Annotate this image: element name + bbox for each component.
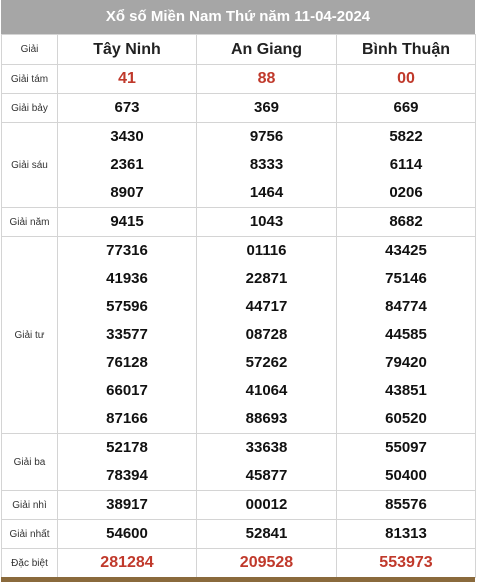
prize-label: Giải nhất xyxy=(2,520,58,549)
prize-cell xyxy=(337,434,476,491)
prize-cell xyxy=(337,94,476,123)
prize-label: Giải năm xyxy=(2,208,58,237)
prize-number: 281284 xyxy=(100,554,154,571)
prize-number: 209528 xyxy=(239,554,294,571)
prize-cell xyxy=(337,520,476,549)
prize-number: 673 xyxy=(114,99,140,116)
province-name[interactable]: An Giang xyxy=(197,35,337,65)
prize-number: 44717 xyxy=(245,298,288,315)
prize-cell xyxy=(197,491,337,520)
prize-cell xyxy=(58,65,197,94)
prize-label: Giải tám xyxy=(2,65,58,94)
lottery-results xyxy=(1,0,475,582)
prize-number: 55097 xyxy=(385,439,427,456)
prize-number: 6114 xyxy=(389,156,423,173)
prize-cell xyxy=(337,208,476,237)
prize-label: Giải sáu xyxy=(2,123,58,208)
prize-number: 85576 xyxy=(385,496,427,513)
prize-row xyxy=(2,237,476,434)
prize-number: 52178 xyxy=(106,439,148,456)
prize-row xyxy=(2,208,476,237)
prize-cell xyxy=(58,549,197,578)
prize-label: Đặc biệt xyxy=(2,549,58,578)
prize-number: 22871 xyxy=(245,270,288,287)
prize-number: 2361 xyxy=(110,156,144,173)
prize-cell xyxy=(58,237,197,434)
prize-number: 5822 xyxy=(389,128,423,145)
prize-number: 88693 xyxy=(245,410,288,427)
prize-cell xyxy=(58,434,197,491)
results-title: Xổ số Miền Nam Thứ năm 11-04-2024 xyxy=(1,0,475,34)
prize-row xyxy=(2,65,476,94)
header-label: Giải xyxy=(2,35,58,65)
prize-number: 60520 xyxy=(385,410,427,427)
prize-number: 43851 xyxy=(385,382,427,399)
prize-number: 52841 xyxy=(245,525,288,542)
prize-number: 54600 xyxy=(106,525,148,542)
prize-number: 3430 xyxy=(110,128,144,145)
prize-number: 1043 xyxy=(249,213,284,230)
prize-number: 08728 xyxy=(245,326,288,343)
prize-label: Giải tư xyxy=(2,237,58,434)
prize-number: 9756 xyxy=(249,128,284,145)
prize-number: 78394 xyxy=(106,467,148,484)
prize-number: 33638 xyxy=(245,439,288,456)
prize-cell xyxy=(58,208,197,237)
prize-cell xyxy=(337,549,476,578)
prize-cell xyxy=(337,491,476,520)
prize-row xyxy=(2,434,476,491)
prize-row xyxy=(2,94,476,123)
prize-number: 84774 xyxy=(385,298,427,315)
province-name[interactable]: Tây Ninh xyxy=(58,35,197,65)
prize-number: 43425 xyxy=(385,242,427,259)
prize-number: 57262 xyxy=(245,354,288,371)
prize-label: Giải bảy xyxy=(2,94,58,123)
prize-row xyxy=(2,549,476,578)
prize-number: 88 xyxy=(257,70,276,87)
province-name[interactable]: Bình Thuận xyxy=(337,35,476,65)
prize-cell xyxy=(197,65,337,94)
results-table xyxy=(1,34,476,578)
prize-number: 41 xyxy=(118,70,136,87)
prize-number: 75146 xyxy=(385,270,427,287)
prize-number: 8682 xyxy=(389,213,423,230)
prize-cell xyxy=(197,208,337,237)
prize-cell xyxy=(337,237,476,434)
prize-cell xyxy=(197,123,337,208)
header-row xyxy=(2,35,476,65)
bottom-divider xyxy=(1,577,475,582)
prize-number: 00 xyxy=(397,70,415,87)
prize-number: 9415 xyxy=(110,213,144,230)
prize-label: Giải nhì xyxy=(2,491,58,520)
prize-number: 8333 xyxy=(249,156,284,173)
prize-number: 57596 xyxy=(106,298,148,315)
prize-cell xyxy=(197,237,337,434)
prize-number: 0206 xyxy=(389,184,423,201)
prize-number: 01116 xyxy=(246,242,287,259)
prize-number: 44585 xyxy=(385,326,427,343)
prize-number: 66017 xyxy=(106,382,148,399)
prize-cell xyxy=(337,123,476,208)
prize-number: 38917 xyxy=(106,496,148,513)
prize-cell xyxy=(58,491,197,520)
prize-number: 33577 xyxy=(106,326,148,343)
prize-cell xyxy=(337,65,476,94)
prize-cell xyxy=(197,520,337,549)
prize-cell xyxy=(197,549,337,578)
prize-number: 81313 xyxy=(385,525,427,542)
prize-number: 553973 xyxy=(379,554,433,571)
prize-row xyxy=(2,520,476,549)
prize-cell xyxy=(58,520,197,549)
prize-row xyxy=(2,123,476,208)
prize-number: 79420 xyxy=(385,354,427,371)
prize-number: 1464 xyxy=(249,184,284,201)
prize-cell xyxy=(197,94,337,123)
prize-number: 8907 xyxy=(110,184,144,201)
prize-number: 77316 xyxy=(106,242,148,259)
prize-label: Giải ba xyxy=(2,434,58,491)
prize-number: 50400 xyxy=(385,467,427,484)
prize-number: 41064 xyxy=(245,382,288,399)
prize-cell xyxy=(58,94,197,123)
prize-cell xyxy=(58,123,197,208)
prize-number: 87166 xyxy=(106,410,148,427)
prize-number: 76128 xyxy=(106,354,148,371)
prize-number: 369 xyxy=(253,99,280,116)
prize-number: 00012 xyxy=(245,496,288,513)
prize-cell xyxy=(197,434,337,491)
prize-number: 45877 xyxy=(245,467,288,484)
prize-number: 41936 xyxy=(106,270,148,287)
prize-number: 669 xyxy=(393,99,419,116)
prize-row xyxy=(2,491,476,520)
